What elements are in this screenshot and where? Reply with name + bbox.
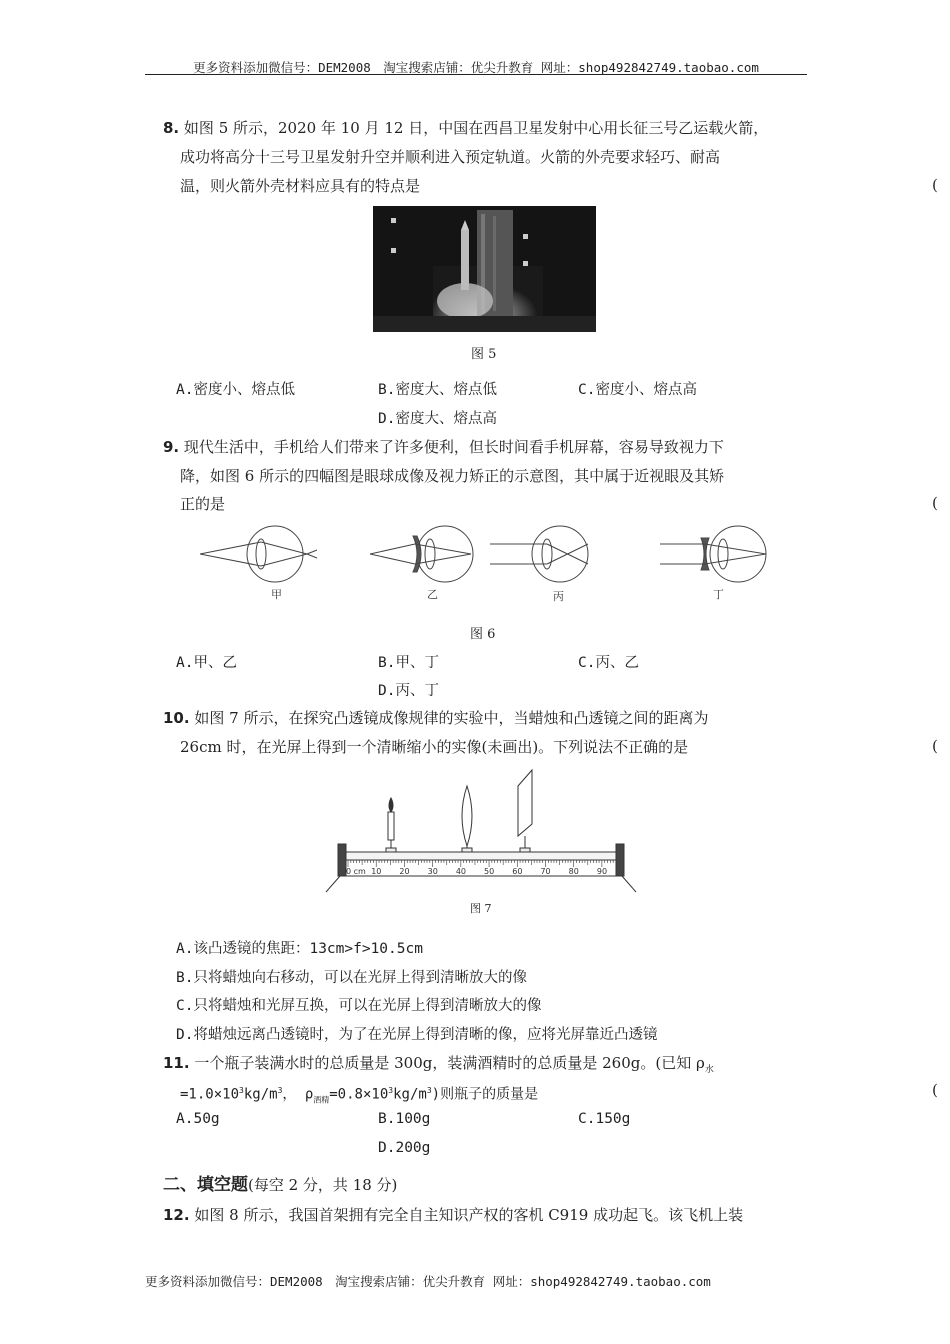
eye-diagram-jia [200,526,317,582]
q11-line-2: $=1.0\times 10^3kg/m^3$， $\rho_{酒精}=0.8\times 10^3kg/m^3$)则瓶子的质量是 [180,1086,539,1105]
ruler-label: 50 [484,867,495,876]
q10-option-a: A.该凸透镜的焦距：13cm>f>10.5cm [176,941,423,957]
q11-option-b: B.100g [378,1111,431,1127]
ruler-label: 90 [596,867,608,876]
q11-answer-paren: ( [932,1081,938,1099]
q9-option-a: A.甲、乙 [176,655,237,671]
figure-7-caption: 图 7 [470,902,492,915]
q10-number: 10. [163,709,190,727]
q10-option-c: C.只将蜡烛和光屏互换，可以在光屏上得到清晰放大的像 [176,998,542,1014]
ruler-label: 70 [540,867,551,876]
q8-line-2: 成功将高分十三号卫星发射升空并顺利进入预定轨道。火箭的外壳要求轻巧、耐高 [180,148,721,166]
diagram-label-yi: 乙 [427,588,438,601]
q8-line-1: 8. 如图 5 所示，2020 年 10 月 12 日，中国在西昌卫星发射中心用长征三号乙运载火箭， [163,119,769,137]
eye-diagram-yi [370,526,473,582]
figure-5-caption: 图 5 [471,347,497,362]
q9-line-3: 正的是 [180,495,226,513]
ruler-label: 80 [568,867,579,876]
diagram-label-bing: 丙 [553,590,564,603]
figure-6-caption: 图 6 [470,627,496,642]
q10-option-b: B.只将蜡烛向右移动，可以在光屏上得到清晰放大的像 [176,970,527,986]
q12-line-1: 12. 如图 8 所示，我国首架拥有完全自主知识产权的客机 C919 成功起飞。该飞机上装 [163,1206,744,1224]
ruler-label: 60 [512,867,523,876]
figure-7-optical-bench [322,764,640,896]
figure-6-eye-diagrams [195,520,775,610]
eye-diagram-ding [660,526,766,582]
q8-line-3: 温，则火箭外壳材料应具有的特点是 [180,177,421,195]
q11-option-c: C.150g [578,1111,631,1127]
section-2-note: (每空 2 分，共 18 分) [248,1176,398,1194]
candle [386,798,396,852]
page-header: 更多资料添加微信号：DEM2008 淘宝搜索店铺：优尖升教育 网址：shop492842749.taobao.com [193,60,759,75]
ruler-label: 20 [399,867,410,876]
q8-option-b: B.密度大、熔点低 [378,382,497,398]
q9-option-b: B.甲、丁 [378,655,439,671]
q8-option-a: A.密度小、熔点低 [176,382,295,398]
q10-line-2: 26cm 时，在光屏上得到一个清晰缩小的实像(未画出)。下列说法不正确的是 [180,738,689,756]
q11-option-d: D.200g [378,1140,431,1156]
q8-number: 8. [163,119,180,137]
section-2-heading [163,1170,397,1195]
figure-5-rocket-photo [373,206,596,332]
page-footer: 更多资料添加微信号：DEM2008 淘宝搜索店铺：优尖升教育 网址：shop492842749.taobao.com [145,1274,711,1289]
ruler-label: 30 [427,867,438,876]
ruler-label: 10 [371,867,382,876]
q9-number: 9. [163,438,180,456]
ruler-label: 40 [455,867,467,876]
q10-line-1: 10. 如图 7 所示，在探究凸透镜成像规律的实验中，当蜡烛和凸透镜之间的距离为 [163,709,709,727]
ruler-label: 0 cm [346,867,366,876]
section-2-title: 二、填空题 [163,1175,248,1195]
q11-line-1: 11. 一个瓶子装满水时的总质量是 300g，装满酒精时的总质量是 260g。(已知 $\rho_水$ [163,1054,714,1075]
q12-number: 12. [163,1206,190,1224]
q8-answer-paren: ( [932,176,938,194]
diagram-label-ding: 丁 [713,588,724,601]
q9-answer-paren: ( [932,494,938,512]
eye-diagram-bing [490,526,588,582]
q8-option-c: C.密度小、熔点高 [578,382,697,398]
header-divider [145,74,807,75]
q9-option-c: C.丙、乙 [578,655,639,671]
q9-line-2: 降，如图 6 所示的四幅图是眼球成像及视力矫正的示意图，其中属于近视眼及其矫 [180,467,725,485]
q8-option-d: D.密度大、熔点高 [378,411,497,427]
q10-option-d: D.将蜡烛远离凸透镜时，为了在光屏上得到清晰的像，应将光屏靠近凸透镜 [176,1027,658,1043]
diagram-label-jia: 甲 [271,588,282,601]
q10-answer-paren: ( [932,737,938,755]
convex-lens [462,786,472,852]
q11-number: 11. [163,1054,190,1072]
light-screen [518,770,532,852]
q9-line-1: 9. 现代生活中，手机给人们带来了许多便利，但长时间看手机屏幕，容易导致视力下 [163,438,724,456]
q9-option-d: D.丙、丁 [378,683,439,699]
q11-option-a: A.50g [176,1111,220,1127]
